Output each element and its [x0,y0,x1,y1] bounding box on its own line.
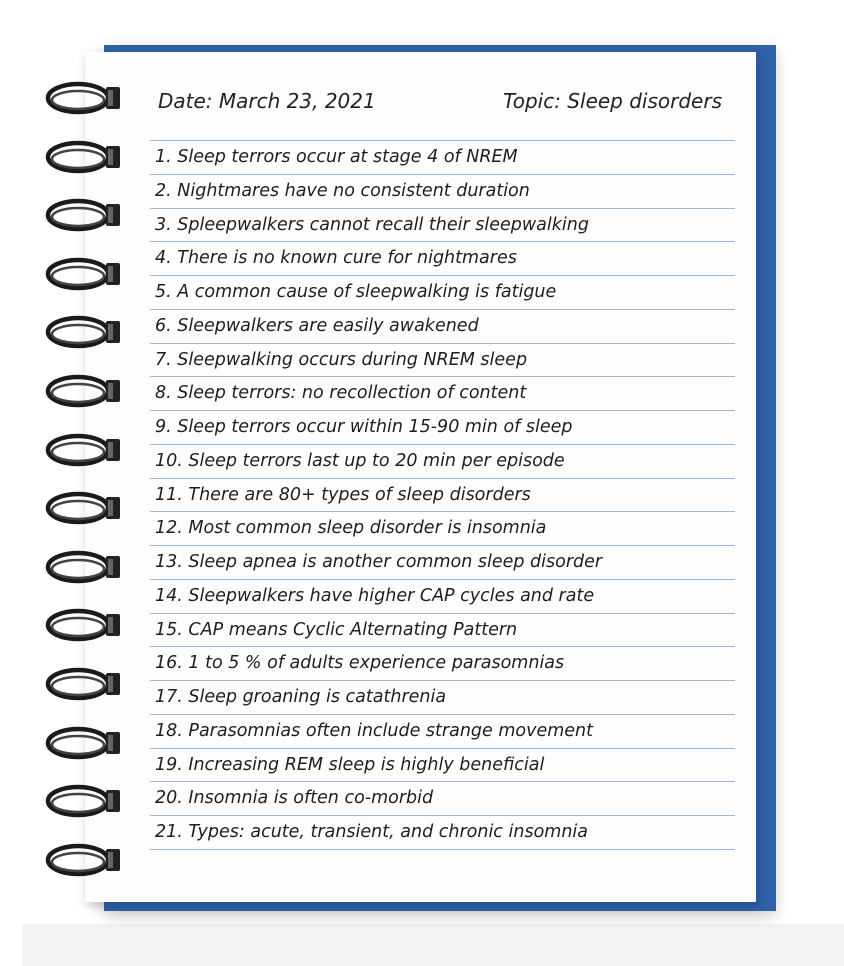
page-header [158,89,728,123]
ruled-line [150,680,735,681]
spiral-ring-icon [44,78,126,118]
ruled-line [150,140,735,141]
note-item: 20. Insomnia is often co-morbid [155,788,434,808]
note-item: 15. CAP means Cyclic Alternating Pattern [155,620,518,640]
ruled-line [150,410,735,411]
ruled-line [150,849,735,850]
note-item: 11. There are 80+ types of sleep disorders [155,485,531,505]
note-item: 4. There is no known cure for nightmares [155,248,517,268]
note-item: 18. Parasomnias often include strange movement [155,721,594,741]
note-item: 9. Sleep terrors occur within 15-90 min of sleep [155,417,573,437]
ruled-line [150,545,735,546]
spiral-ring-icon [44,723,126,763]
ruled-line [150,579,735,580]
spiral-ring-icon [44,195,126,235]
note-item: 21. Types: acute, transient, and chronic insomnia [155,822,588,842]
spiral-ring-icon [44,547,126,587]
note-item: 2. Nightmares have no consistent duration [155,181,530,201]
spiral-ring-icon [44,605,126,645]
spiral-ring-icon [44,371,126,411]
note-item: 10. Sleep terrors last up to 20 min per episode [155,451,565,471]
ruled-line [150,343,735,344]
note-item: 5. A common cause of sleepwalking is fatigue [155,282,557,302]
spiral-ring-icon [44,664,126,704]
date-label: Date: March 23, 2021 [158,89,376,113]
ruled-line [150,174,735,175]
spiral-ring-icon [44,137,126,177]
spiral-ring-icon [44,840,126,880]
spiral-ring-icon [44,312,126,352]
ruled-line [150,714,735,715]
note-item: 14. Sleepwalkers have higher CAP cycles and rate [155,586,595,606]
note-item: 12. Most common sleep disorder is insomnia [155,518,547,538]
ruled-line [150,781,735,782]
ruled-line [150,275,735,276]
spiral-ring-icon [44,430,126,470]
ruled-line [150,309,735,310]
spiral-ring-icon [44,254,126,294]
note-item: 16. 1 to 5 % of adults experience parasomnias [155,653,565,673]
ruled-line [150,208,735,209]
ruled-line [150,613,735,614]
ruled-line [150,511,735,512]
ruled-line [150,478,735,479]
ruled-line [150,444,735,445]
note-item: 13. Sleep apnea is another common sleep disorder [155,552,603,572]
note-item: 8. Sleep terrors: no recollection of content [155,383,527,403]
ruled-line [150,748,735,749]
ruled-line [150,241,735,242]
note-item: 19. Increasing REM sleep is highly beneficial [155,755,545,775]
note-item: 3. Spleepwalkers cannot recall their sleepwalking [155,215,589,235]
spiral-ring-icon [44,781,126,821]
bottom-band [22,924,844,966]
note-item: 7. Sleepwalking occurs during NREM sleep [155,350,528,370]
note-item: 1. Sleep terrors occur at stage 4 of NREM [155,147,518,167]
spiral-ring-icon [44,488,126,528]
ruled-line [150,376,735,377]
topic-label: Topic: Sleep disorders [502,89,722,113]
note-item: 17. Sleep groaning is catathrenia [155,687,447,707]
note-item: 6. Sleepwalkers are easily awakened [155,316,479,336]
ruled-line [150,646,735,647]
ruled-line [150,815,735,816]
